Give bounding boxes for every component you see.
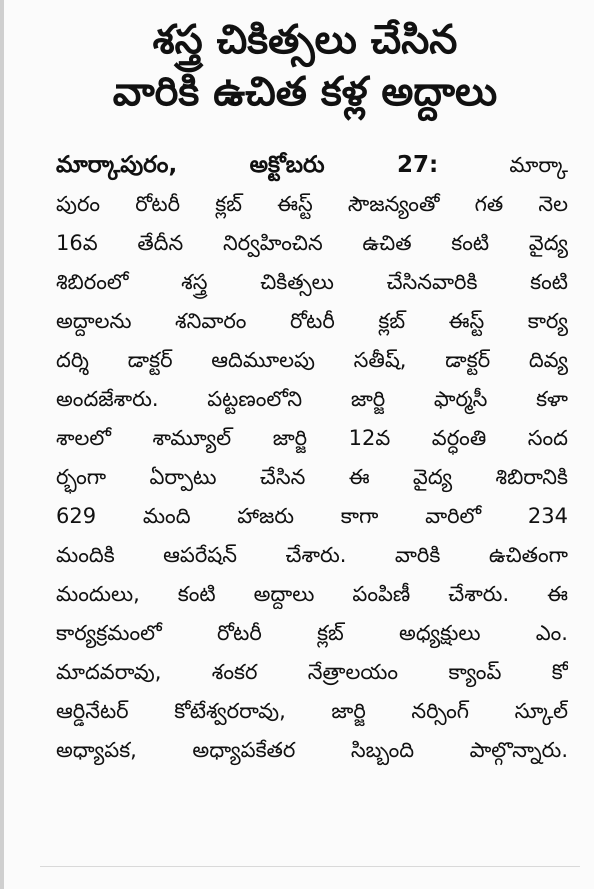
article-body [56, 146, 568, 770]
headline [40, 14, 570, 118]
article-line-6: దర్శి డాక్టర్ ఆదిమూలపు సతీష్, డాక్టర్ దివ్య [56, 348, 568, 372]
article-line-1-text: మార్కా [509, 153, 568, 177]
article-line-12: మందులు, కంటి అద్దాలు పంపిణీ చేశారు. ఈ [56, 582, 568, 606]
article-line-4: శిబిరంలో శస్త్ర చికిత్సలు చేసినవారికి కంటి [56, 270, 568, 294]
article-line-16: అధ్యాపక, అధ్యాపకేతర సిబ్బంది పాల్గొన్నారు. [56, 738, 568, 762]
article-line-14: మాదవరావు, శంకర నేత్రాలయం క్యాంప్ కో [56, 660, 568, 684]
bottom-rule [40, 866, 580, 867]
article-line-13: కార్యక్రమంలో రోటరీ క్లబ్ అధ్యక్షులు ఎం. [56, 621, 568, 645]
article-line-9: ర్భంగా ఏర్పాటు చేసిన ఈ వైద్య శిబిరానికి [56, 465, 568, 489]
headline-line-2: వారికి ఉచిత కళ్ల అద్దాలు [112, 69, 498, 115]
article-line-10: 629 మంది హాజరు కాగా వారిలో 234 [56, 504, 568, 528]
article-line-3: 16వ తేదీన నిర్వహించిన ఉచిత కంటి వైద్య [56, 231, 568, 255]
article-line-8: శాలలో శామ్యూల్ జార్జి 12వ వర్ధంతి సంద [56, 426, 568, 450]
headline-line-1: శస్త్ర చికిత్సలు చేసిన [152, 17, 458, 63]
article-line-7: అందజేశారు. పట్టణంలోని జార్జి ఫార్మసీ కళా [56, 387, 568, 411]
article-line-11: మందికి ఆపరేషన్ చేశారు. వారికి ఉచితంగా [56, 543, 568, 567]
article-line-5: అద్దాలను శనివారం రోటరీ క్లబ్ ఈస్ట్ కార్య [56, 309, 568, 333]
article-line-2: పురం రోటరీ క్లబ్ ఈస్ట్ సౌజన్యంతో గత నెల [56, 192, 568, 216]
clipping-edge [0, 0, 4, 889]
dateline: మార్కాపురం, అక్టోబరు 27: [56, 152, 439, 178]
article-line-15: ఆర్డినేటర్ కోటేశ్వరరావు, జార్జి నర్సింగ్ స్కూల్ [56, 699, 568, 723]
article-line-1 [56, 146, 568, 185]
